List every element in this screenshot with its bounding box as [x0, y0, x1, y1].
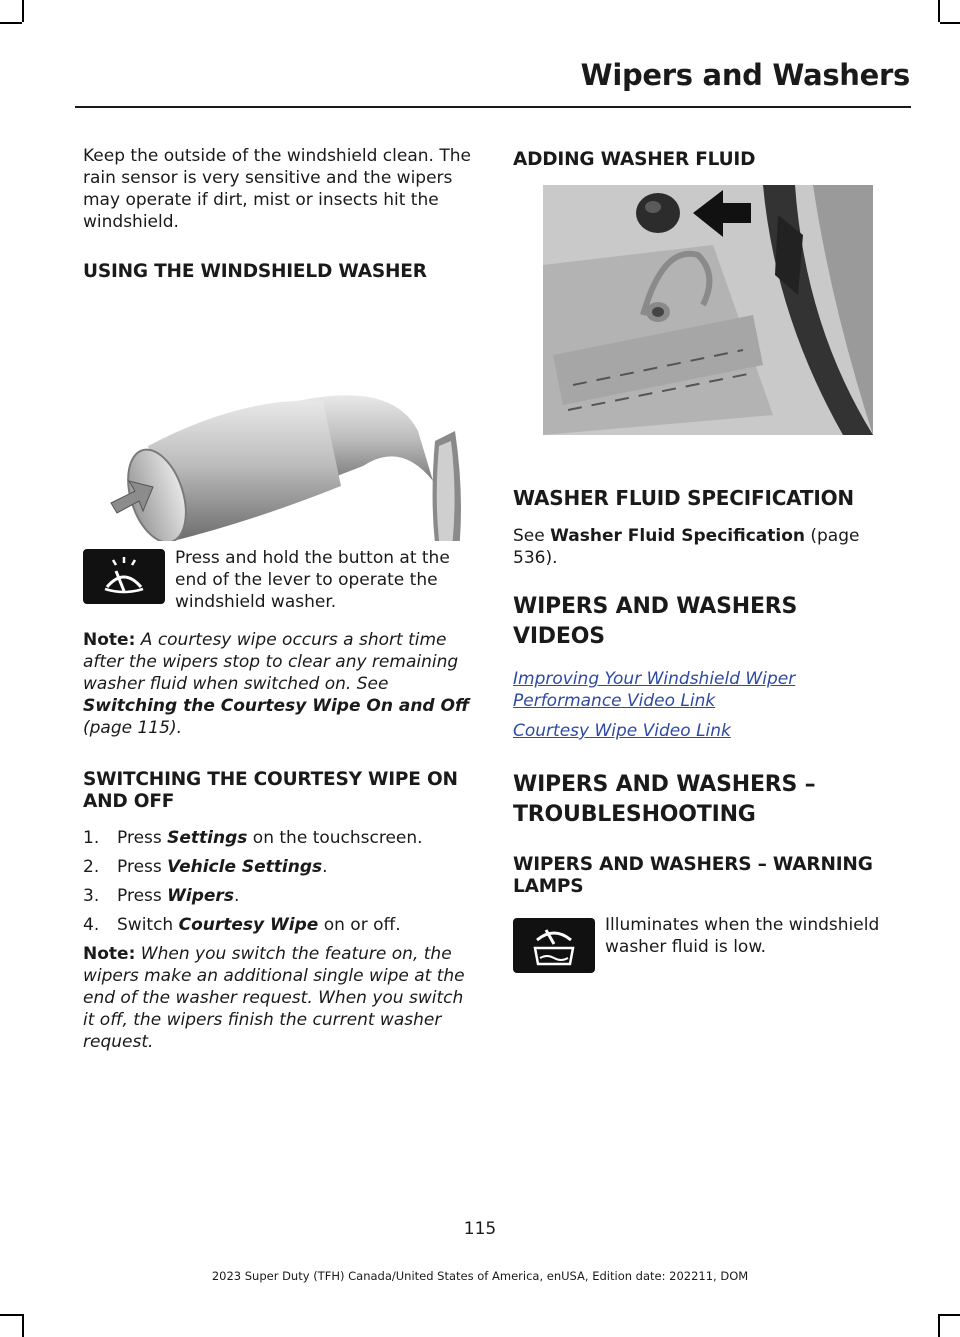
header-divider	[75, 106, 911, 108]
crop-mark	[22, 0, 24, 22]
video-link-courtesy-wipe[interactable]: Courtesy Wipe Video Link	[513, 721, 731, 741]
adding-fluid-heading: ADDING WASHER FLUID	[513, 149, 756, 170]
courtesy-heading: SWITCHING THE COURTESY WIPE ON AND OFF	[83, 769, 458, 812]
edition-line: 2023 Super Duty (TFH) Canada/United States of America, enUSA, Edition date: 202211, DOM	[211, 1269, 749, 1283]
troubleshooting-heading-line1: WIPERS AND WASHERS –	[513, 772, 816, 797]
crop-mark	[938, 1314, 940, 1337]
spec-heading: WASHER FLUID SPECIFICATION	[513, 486, 854, 510]
note-courtesy-wipe	[83, 629, 475, 739]
right-column	[513, 145, 905, 978]
page-number: 115	[463, 1219, 497, 1239]
courtesy-wipe-reference: Switching the Courtesy Wipe On and Off	[83, 696, 470, 716]
videos-heading-line1: WIPERS AND WASHERS	[513, 594, 798, 619]
page-header-title: Wipers and Washers	[580, 58, 910, 92]
left-column	[83, 145, 475, 1053]
note-courtesy-behavior: Note: When you switch the feature on, the wipers make an additional single wipe at the end of the washer request. When you switch it off, the wipers finish the current washer request.	[83, 944, 465, 1052]
crop-mark	[0, 1314, 22, 1316]
wiper-lever-illustration	[83, 291, 475, 541]
crop-mark	[0, 22, 22, 24]
list-item: 1. Press Settings on the touchscreen.	[83, 828, 423, 848]
spec-link-text: Washer Fluid Specification	[550, 526, 805, 546]
list-item: 3. Press Wipers.	[83, 886, 240, 906]
troubleshooting-heading-line2: TROUBLESHOOTING	[513, 802, 756, 827]
windshield-washer-icon	[83, 549, 165, 604]
page-reference: (page 115).	[83, 718, 182, 738]
video-link-wiper-performance[interactable]: Improving Your Windshield Wiper Performance Video Link	[513, 669, 796, 711]
warning-lamp-description: Illuminates when the windshield washer fluid is low.	[605, 915, 880, 957]
warning-lamps-heading: WIPERS AND WASHERS – WARNING LAMPS	[513, 854, 873, 897]
note-label: Note:	[83, 630, 136, 650]
crop-mark	[940, 22, 960, 24]
washer-reservoir-image	[513, 185, 905, 455]
crop-mark	[940, 1314, 960, 1316]
intro-paragraph: Keep the outside of the windshield clean. The rain sensor is very sensitive and the wipers may operate if dirt, mist or insects hit the windshield.	[83, 146, 471, 232]
washer-heading: USING THE WINDSHIELD WASHER	[83, 261, 427, 282]
courtesy-steps-list	[83, 827, 475, 936]
list-item: 4. Switch Courtesy Wipe on or off.	[83, 915, 401, 935]
videos-heading-line2: VIDEOS	[513, 624, 605, 649]
note-text: A courtesy wipe occurs a short time after the wipers stop to clear any remaining washer fluid when switched on. See	[83, 630, 459, 694]
spec-reference: See Washer Fluid Specification (page 536).	[513, 526, 860, 568]
washer-instruction: Press and hold the button at the end of the lever to operate the windshield washer.	[175, 548, 450, 612]
crop-mark	[938, 0, 940, 22]
washer-reservoir-illustration	[513, 185, 905, 455]
crop-mark	[22, 1314, 24, 1337]
list-item: 2. Press Vehicle Settings.	[83, 857, 328, 877]
wiper-lever-image	[83, 291, 475, 541]
low-washer-fluid-icon	[513, 918, 595, 973]
